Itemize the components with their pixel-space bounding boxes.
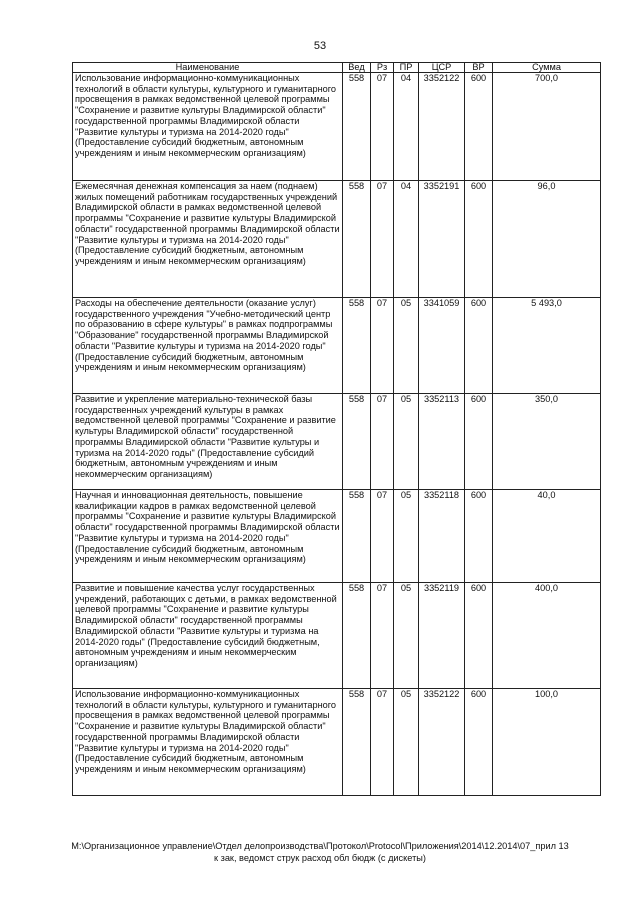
table-row	[73, 181, 601, 298]
row-vr: 600	[465, 583, 493, 689]
row-ved: 558	[343, 583, 371, 689]
row-vr: 600	[465, 689, 493, 796]
row-sum: 40,0	[493, 490, 601, 583]
row-pr: 04	[394, 73, 419, 181]
row-csr: 3352122	[419, 689, 465, 796]
row-name: Научная и инновационная деятельность, повышение квалификации кадров в рамках ведомственной целевой программы "Сохранение и развитие культуры Владимирской области" государственной программы Владимирской области "Развитие культуры и туризма на 2014-2020 годы" (Предоставление субсидий бюджетным, автономным учреждениям и иным некоммерческим организациям)	[73, 490, 343, 583]
table-row	[73, 583, 601, 689]
row-name: Ежемесячная денежная компенсация за наем (поднаем) жилых помещений работникам государственных учреждений Владимирской области в рамках ведомственной целевой программы "Сохранение и развитие культуры Владимирской области" государственной программы Владимирской области "Развитие культуры и туризма на 2014-2020 годы" (Предоставление субсидий бюджетным, автономным учреждениям и иным некоммерческим организациям)	[73, 181, 343, 298]
row-pr: 04	[394, 181, 419, 298]
row-sum: 100,0	[493, 689, 601, 796]
row-name: Развитие и повышение качества услуг государственных учреждений, работающих с детьми, в рамках ведомственной целевой программы "Сохранение и развитие культуры Владимирской области" государственной программы Владимирской области "Развитие культуры и туризма на 2014-2020 годы" (Предоставление субсидий бюджетным, автономным учреждениям и иным некоммерческим организациям)	[73, 583, 343, 689]
row-rz: 07	[371, 73, 394, 181]
header-ved: Вед	[343, 63, 371, 73]
row-name: Использование информационно-коммуникационных технологий в области культуры, культурного и гуманитарного просвещения в рамках ведомственной целевой программы "Сохранение и развитие культуры Владимирской области" государственной программы Владимирской области "Развитие культуры и туризма на 2014-2020 годы" (Предоставление субсидий бюджетным, автономным учреждениям и иным некоммерческим организациям)	[73, 73, 343, 181]
row-vr: 600	[465, 490, 493, 583]
row-ved: 558	[343, 394, 371, 490]
row-csr: 3352191	[419, 181, 465, 298]
row-vr: 600	[465, 181, 493, 298]
row-ved: 558	[343, 689, 371, 796]
table-row	[73, 490, 601, 583]
row-vr: 600	[465, 394, 493, 490]
row-sum: 350,0	[493, 394, 601, 490]
footer-line-2: к зак, ведомст струк расход обл бюдж (с дискеты)	[214, 853, 426, 863]
row-sum: 96,0	[493, 181, 601, 298]
header-sum: Сумма	[493, 63, 601, 73]
header-csr: ЦСР	[419, 63, 465, 73]
row-vr: 600	[465, 73, 493, 181]
table-row	[73, 394, 601, 490]
table-header-row	[73, 63, 601, 73]
row-name: Расходы на обеспечение деятельности (оказание услуг) государственного учреждения "Учебно-методический центр по образованию в сфере культуры" в рамках подпрограммы "Образование" государственной программы Владимирской области "Развитие культуры и туризма на 2014-2020 годы" (Предоставление субсидий бюджетным, автономным учреждениям и иным некоммерческим организациям)	[73, 298, 343, 394]
row-ved: 558	[343, 298, 371, 394]
page-number: 53	[313, 40, 327, 52]
row-rz: 07	[371, 394, 394, 490]
row-pr: 05	[394, 689, 419, 796]
row-pr: 05	[394, 490, 419, 583]
row-csr: 3352113	[419, 394, 465, 490]
row-vr: 600	[465, 298, 493, 394]
row-pr: 05	[394, 298, 419, 394]
budget-table	[72, 62, 601, 796]
row-csr: 3352122	[419, 73, 465, 181]
header-rz: Рз	[371, 63, 394, 73]
row-pr: 05	[394, 583, 419, 689]
table-row	[73, 73, 601, 181]
row-rz: 07	[371, 298, 394, 394]
row-sum: 5 493,0	[493, 298, 601, 394]
file-path-footer	[0, 840, 640, 864]
row-name: Развитие и укрепление материально-технической базы государственных учреждений культуры в рамках ведомственной целевой программы "Сохранение и развитие культуры Владимирской области" государственной программы Владимирской области "Развитие культуры и туризма на 2014-2020 годы" (Предоставление субсидий бюджетным, автономным учреждениям и иным некоммерческим организациям)	[73, 394, 343, 490]
header-vr: ВР	[465, 63, 493, 73]
row-sum: 400,0	[493, 583, 601, 689]
footer-line-1: M:\Организационное управление\Отдел делопроизводства\Протокол\Protocol\Приложения\2014\12.2014\07_прил 13	[71, 841, 569, 851]
row-ved: 558	[343, 490, 371, 583]
table-row	[73, 689, 601, 796]
header-name: Наименование	[73, 63, 343, 73]
row-name: Использование информационно-коммуникационных технологий в области культуры, культурного и гуманитарного просвещения в рамках ведомственной целевой программы "Сохранение и развитие культуры Владимирской области" государственной программы Владимирской области "Развитие культуры и туризма на 2014-2020 годы" (Предоставление субсидий бюджетным, автономным учреждениям и иным некоммерческим организациям)	[73, 689, 343, 796]
row-rz: 07	[371, 490, 394, 583]
row-csr: 3352119	[419, 583, 465, 689]
row-csr: 3352118	[419, 490, 465, 583]
row-rz: 07	[371, 181, 394, 298]
row-pr: 05	[394, 394, 419, 490]
header-pr: ПР	[394, 63, 419, 73]
row-ved: 558	[343, 181, 371, 298]
row-rz: 07	[371, 689, 394, 796]
row-ved: 558	[343, 73, 371, 181]
table-row	[73, 298, 601, 394]
row-rz: 07	[371, 583, 394, 689]
row-csr: 3341059	[419, 298, 465, 394]
row-sum: 700,0	[493, 73, 601, 181]
